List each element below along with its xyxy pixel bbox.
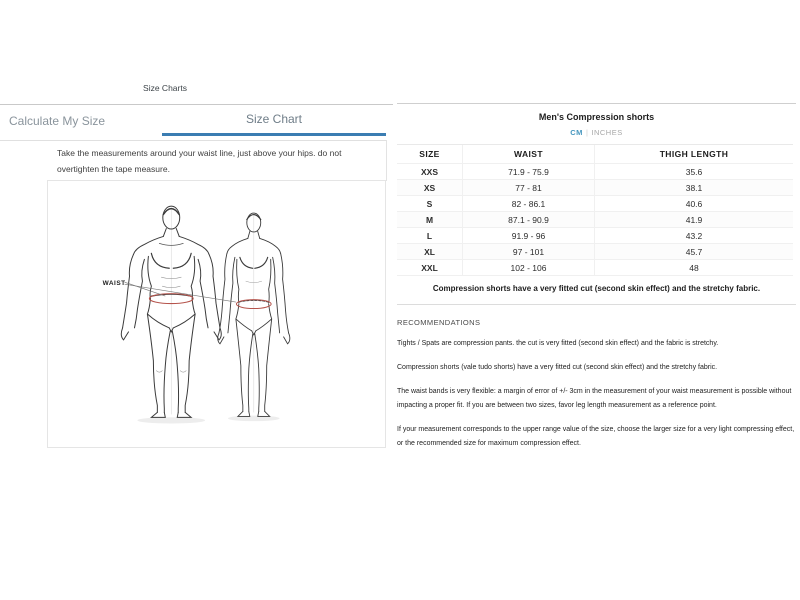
cell-size: S xyxy=(397,196,463,211)
cell-size: L xyxy=(397,228,463,243)
table-row-xs xyxy=(397,180,793,196)
recommendation-paragraph: Compression shorts (vale tudo shorts) have a very fitted cut (second skin effect) and the stretchy fabric. xyxy=(397,364,718,371)
cell-waist: 97 - 101 xyxy=(463,244,595,259)
cell-thigh-length: 41.9 xyxy=(685,214,703,225)
recommendation-paragraph: The waist bands is very flexible: a margin of error of +/- 3cm in the measurement of your waist measurement is possible without impacting a proper fit. If you are between two sizes, favor leg length measurement as a reference point. xyxy=(397,388,792,409)
unit-toggle xyxy=(397,128,796,137)
cell-thigh-length: 43.2 xyxy=(685,230,703,241)
fit-note: Compression shorts have a very fitted cut (second skin effect) and the stretchy fabric. xyxy=(432,284,761,293)
tab-calculate-my-size[interactable] xyxy=(0,105,162,136)
cell-thigh-length: 35.6 xyxy=(685,166,703,177)
tab-size-chart-label: Size Chart xyxy=(245,112,303,126)
size-chart-title: Men's Compression shorts xyxy=(538,112,655,122)
card-right-border xyxy=(386,140,387,181)
waist-annotation xyxy=(103,280,236,302)
column-header-thigh-length: THIGH LENGTH xyxy=(659,149,729,159)
cell-size: M xyxy=(397,212,463,227)
recommendation-paragraph: If your measurement corresponds to the upper range value of the size, choose the larger size for a very light compressing effect, or the recommended size for maximum compression effect. xyxy=(397,426,795,447)
card-top-border xyxy=(0,140,387,141)
figure-shadow xyxy=(137,417,205,423)
figure-shadow xyxy=(228,416,280,422)
measurement-illustration xyxy=(47,180,386,448)
size-charts-heading: Size Charts xyxy=(143,83,187,93)
cell-size: XXL xyxy=(397,260,463,275)
waist-label: WAIST xyxy=(102,280,126,288)
unit-separator: | xyxy=(585,128,589,137)
recommendation-paragraph: Tights / Spats are compression pants. the cut is very fitted (second skin effect) and the fabric is stretchy. xyxy=(397,340,719,347)
table-row-xxs xyxy=(397,164,793,180)
cell-waist: 102 - 106 xyxy=(463,260,595,275)
table-row-xl xyxy=(397,244,793,260)
size-chart-panel xyxy=(397,103,796,451)
size-table xyxy=(397,144,793,276)
cell-size: XL xyxy=(397,244,463,259)
cell-waist: 77 - 81 xyxy=(463,180,595,195)
cell-thigh-length: 45.7 xyxy=(685,246,703,257)
table-row-m xyxy=(397,212,793,228)
cell-size: XS xyxy=(397,180,463,195)
column-header-waist: WAIST xyxy=(463,145,595,163)
divider xyxy=(397,304,796,305)
recommendations-heading: RECOMMENDATIONS xyxy=(397,318,481,327)
cell-thigh-length: 48 xyxy=(689,262,699,273)
body-measurement-diagram xyxy=(48,181,385,447)
cell-thigh-length: 40.6 xyxy=(685,198,703,209)
cell-waist: 82 - 86.1 xyxy=(463,196,595,211)
unit-inches[interactable]: INCHES xyxy=(591,128,623,137)
table-row-l xyxy=(397,228,793,244)
cell-size: XXS xyxy=(397,164,463,179)
cell-waist: 87.1 - 90.9 xyxy=(463,212,595,227)
size-chart-tab-bar xyxy=(0,104,393,136)
cell-thigh-length: 38.1 xyxy=(685,182,703,193)
unit-cm[interactable]: CM xyxy=(570,128,583,137)
table-row-s xyxy=(397,196,793,212)
tab-size-chart[interactable] xyxy=(162,105,386,136)
measurement-instructions: Take the measurements around your waist line, just above your hips. do not overtighten the tape measure. xyxy=(57,148,342,174)
cell-waist: 71.9 - 75.9 xyxy=(463,164,595,179)
size-table-header-row xyxy=(397,144,793,164)
column-header-size: SIZE xyxy=(397,145,463,163)
table-row-xxl xyxy=(397,260,793,276)
cell-waist: 91.9 - 96 xyxy=(463,228,595,243)
tab-calculate-my-size-label: Calculate My Size xyxy=(9,113,106,128)
